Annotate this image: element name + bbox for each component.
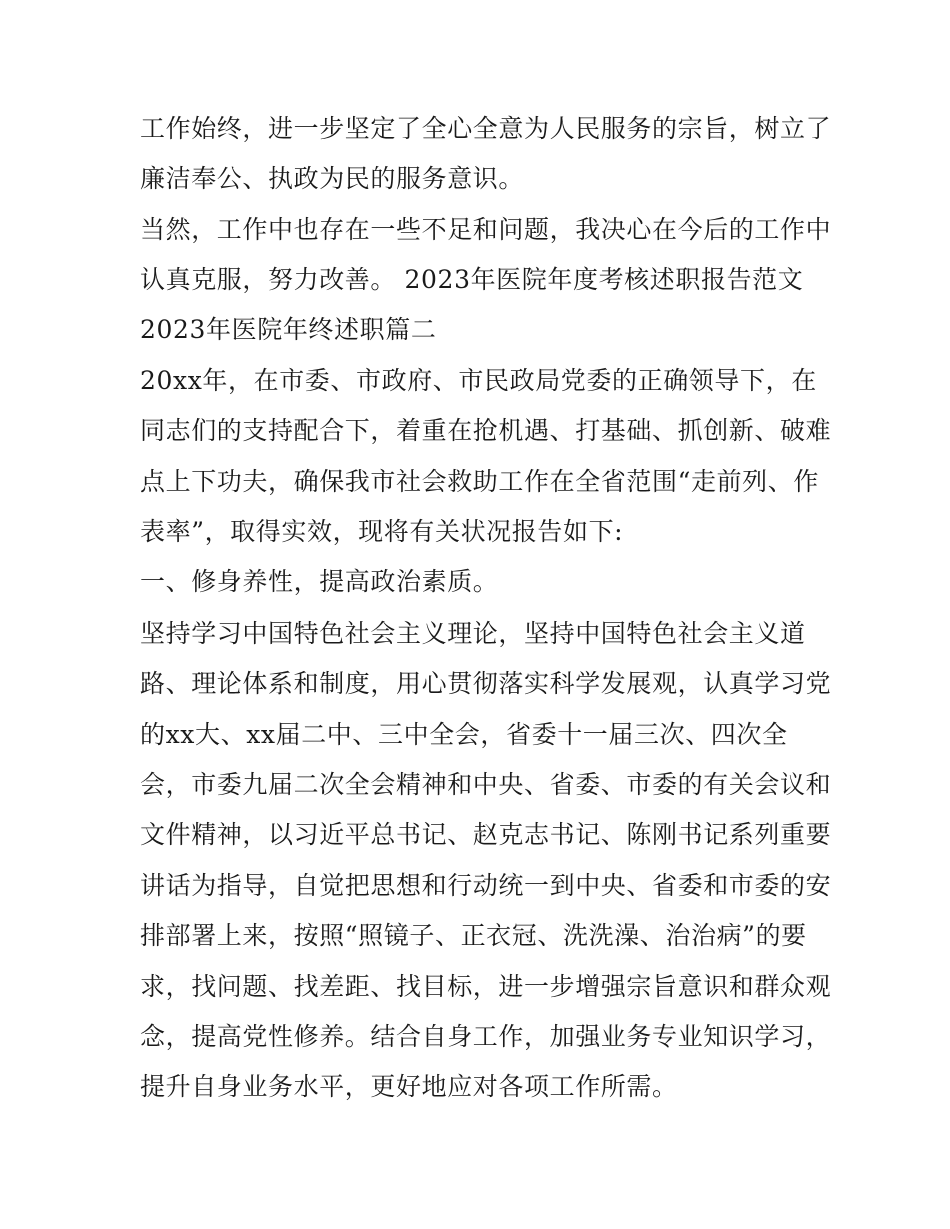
section-heading: 2023年医院年终述职篇二 bbox=[140, 315, 437, 344]
text-line: 提升自身业务水平，更好地应对各项工作所需。 bbox=[140, 1072, 678, 1101]
text-line: 认真克服，努力改善。 2023年医院年度考核述职报告范文 bbox=[140, 265, 804, 294]
text-line: 当然，工作中也存在一些不足和问题，我决心在今后的工作中 bbox=[140, 215, 832, 244]
text-line: 排部署上来，按照“照镜子、正衣冠、洗洗澡、治治病”的要 bbox=[140, 921, 807, 950]
text-line: 同志们的支持配合下，着重在抢机遇、打基础、抓创新、破难 bbox=[140, 416, 832, 445]
text-line: 会，市委九届二次全会精神和中央、省委、市委的有关会议和 bbox=[140, 770, 832, 799]
text-line: 20xx年，在市委、市政府、市民政局党委的正确领导下，在 bbox=[140, 366, 817, 395]
text-line: 求，找问题、找差距、找目标，进一步增强宗旨意识和群众观 bbox=[140, 972, 832, 1001]
text-line: 念，提高党性修养。结合自身工作，加强业务专业知识学习， bbox=[140, 1022, 832, 1051]
text-line: 工作始终，进一步坚定了全心全意为人民服务的宗旨，树立了 bbox=[140, 114, 832, 143]
text-line: 表率”，取得实效，现将有关状况报告如下: bbox=[140, 517, 624, 546]
text-line: 廉洁奉公、执政为民的服务意识。 bbox=[140, 164, 525, 193]
text-line: 讲话为指导，自觉把思想和行动统一到中央、省委和市委的安 bbox=[140, 871, 832, 900]
text-line: 的xx大、xx届二中、三中全会，省委十一届三次、四次全 bbox=[140, 720, 788, 749]
text-line: 点上下功夫，确保我市社会救助工作在全省范围“走前列、作 bbox=[140, 467, 819, 496]
text-line: 坚持学习中国特色社会主义理论，坚持中国特色社会主义道 bbox=[140, 619, 806, 648]
subsection-heading: 一、修身养性，提高政治素质。 bbox=[140, 567, 499, 596]
text-line: 路、理论体系和制度，用心贯彻落实科学发展观，认真学习党 bbox=[140, 669, 832, 698]
text-line: 文件精神，以习近平总书记、赵克志书记、陈刚书记系列重要 bbox=[140, 820, 832, 849]
